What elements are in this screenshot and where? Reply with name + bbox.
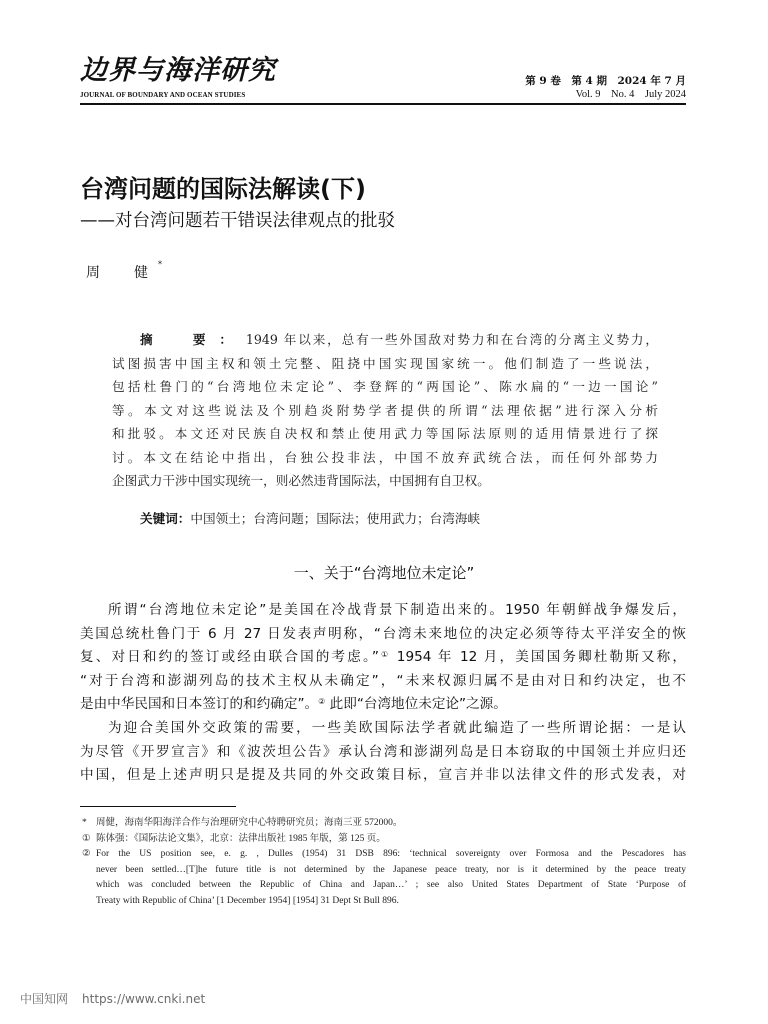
footnote-author: * 周健，海南华阳海洋合作与治理研究中心特聘研究员；海南三亚 572000。 [82,818,403,828]
section-body [80,599,686,788]
footnote-rule [80,806,236,807]
body-line: 复、对日和约的签订或经由联合国的考虑。”① 1954 年 12 月，美国国务卿杜勒斯又称， [80,649,686,666]
abstract-line: 讨。本文在结论中指出，台独公投非法，中国不放弃武统合法，而任何外部势力 [112,449,658,465]
journal-name-en: JOURNAL OF BOUNDARY AND OCEAN STUDIES [80,91,246,99]
body-line: 为尽管《开罗宣言》和《波茨坦公告》承认台湾和澎湖列岛是日本窃取的中国领土并应归还 [80,743,686,760]
journal-name-cn: 边界与海洋研究 [80,55,276,86]
abstract-label: 摘 要： [140,332,246,347]
body-line: 是由中华民国和日本签订的和约确定”。② 此即“台湾地位未定论”之源。 [80,696,507,713]
body-line: 中国，但是上述声明只是提及共同的外交政策目标，宣言并非以法律文件的形式发表，对 [80,767,686,784]
issue-info-cn: 第 9 卷 第 4 期 2024 年 7 月 [525,75,686,87]
section-heading: 一、关于“台湾地位未定论” [293,564,475,582]
watermark-brand: 中国知网 [20,992,69,1006]
footnote-2-line: never been settled…[T]he future title is not determined by the Japanese peace treaty, nor is it determined by the peace treaty [96,864,686,875]
article-title: 台湾问题的国际法解读(下) [80,175,366,203]
keywords-label: 关键词： [140,511,191,526]
abstract-line: 企图武力干涉中国实现统一，则必然违背国际法，中国拥有自卫权。 [112,473,490,488]
abstract-line: 等。本文对这些说法及个别趋炎附势学者提供的所谓“法理依据”进行深入分析 [112,402,658,418]
footnote-2: ② For the US position see, e. g. , Dulles (1954) 31 DSB 896: ‘technical sovereignty over Formosa and the Pescadores has [82,849,686,859]
author-mark: * [158,260,162,269]
issue-info-en: Vol. 9 No. 4 July 2024 [575,89,686,100]
watermark-url[interactable]: https://www.cnki.net [82,992,206,1006]
footnote-1: ① 陈体强：《国际法论文集》，北京：法律出版社 1985 年版，第 125 页。 [82,833,386,844]
author [86,262,162,282]
issue-info [525,74,686,102]
footnote-2-line: which was concluded between the Republic of China and Japan…’ ; see also United States Department of State ‘Purpose of [96,880,686,890]
body-line: 美国总统杜鲁门于 6 月 27 日发表声明称，“台湾未来地位的决定必须等待太平洋安全的恢 [80,625,686,642]
abstract-line: 和批驳。本文还对民族自决权和禁止使用武力等国际法原则的适用情景进行了探 [112,426,658,441]
cnki-watermark [20,990,205,1007]
footnotes [82,816,686,909]
keywords-text: 中国领土；台湾问题；国际法；使用武力；台湾海峡 [190,511,481,526]
abstract-line: 试图损害中国主权和领土完整、阻挠中国实现国家统一。他们制造了一些说法， [112,355,658,371]
abstract [112,328,658,493]
abstract-line: 摘 要：1949 年以来，总有一些外国敌对势力和在台湾的分离主义势力， [140,332,658,347]
body-line: 为迎合美国外交政策的需要，一些美欧国际法学者就此编造了一些所谓论据：一是认 [108,719,686,736]
body-line: “对于台湾和澎湖列岛的技术主权从未确定”，“未来权源归属不是由对日和约决定，也不 [80,672,686,689]
footnote-2-line: Treaty with Republic of China’ [1 December 1954] [1954] 31 Dept St Bull 896. [96,895,399,906]
article-subtitle: ——对台湾问题若干错误法律观点的批驳 [80,211,395,231]
body-line: 所谓“台湾地位未定论”是美国在冷战背景下制造出来的。1950 年朝鲜战争爆发后， [108,602,686,618]
footnote-ref[interactable]: ② [318,697,326,707]
author-name: 周 健 [86,265,158,281]
header-rule [80,103,686,105]
journal-logo [80,56,280,100]
abstract-line: 包括杜鲁门的“台湾地位未定论”、李登辉的“两国论”、陈水扁的“一边一国论” [112,379,658,394]
keywords [140,508,480,527]
footnote-ref[interactable]: ① [378,650,391,660]
